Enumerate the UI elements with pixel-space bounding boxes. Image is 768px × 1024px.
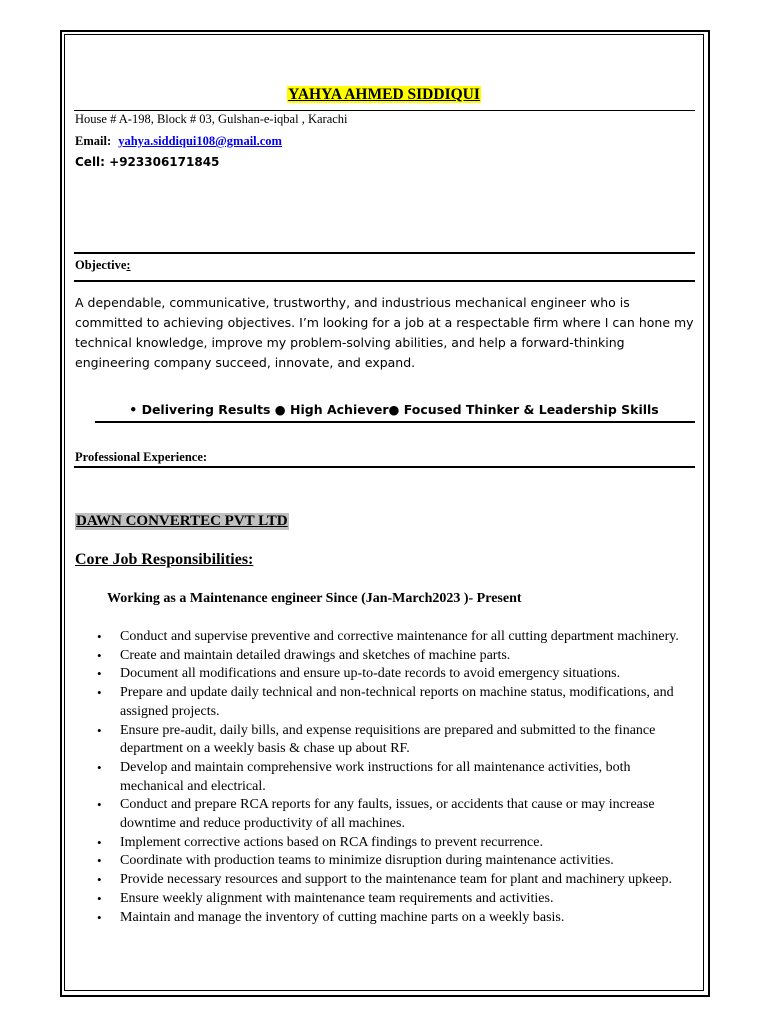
list-item [0, 909, 700, 928]
responsibility-text: Provide necessary resources and support to the maintenance team for plant and machinery upkeep. [120, 872, 673, 888]
header-divider [74, 110, 695, 111]
bullet-icon: • [97, 722, 102, 738]
objective-heading [75, 258, 131, 273]
bullet-icon: • [97, 666, 102, 682]
responsibilities-list [0, 628, 700, 927]
list-item [0, 647, 700, 666]
bullet-icon: • [97, 909, 102, 925]
responsibility-text: Document all modifications and ensure up-to-date records to avoid emergency situations. [120, 666, 621, 682]
responsibility-text: Prepare and update daily technical and non-technical reports on machine status, modifications, and assigned projects. [120, 685, 674, 719]
address: House # A-198, Block # 03, Gulshan-e-iqbal , Karachi [75, 112, 348, 126]
list-item [0, 890, 700, 909]
candidate-name [0, 86, 768, 104]
objective-top-rule [74, 252, 695, 254]
list-item [0, 628, 700, 647]
objective-text: A dependable, communicative, trustworthy, and industrious mechanical engineer who is committed to achieving objectives. I’m looking for a job at a respectable firm where I can hone my technical knowledge, improve my problem-solving abilities, and help a forward-thinking engineering company succeed, innovate, and expand. [75, 295, 694, 370]
bullet-icon: • [97, 759, 102, 775]
bullet-icon: • [97, 797, 102, 813]
responsibility-text: Ensure weekly alignment with maintenance team requirements and activities. [120, 890, 554, 906]
list-item [0, 796, 700, 833]
core-responsibilities-heading: Core Job Responsibilities: [75, 551, 254, 568]
list-item [0, 722, 700, 759]
bullet-icon: • [97, 685, 102, 701]
list-item [0, 684, 700, 721]
responsibility-text: Conduct and prepare RCA reports for any faults, issues, or accidents that cause or may increase downtime and reduce productivity of all machines. [120, 797, 655, 832]
candidate-name-text: YAHYA AHMED SIDDIQUI [288, 86, 480, 103]
bullet-icon: • [97, 853, 102, 869]
bullet-icon: • [97, 872, 102, 888]
responsibility-text: Conduct and supervise preventive and corrective maintenance for all cutting department machinery. [120, 629, 679, 644]
email-label: Email: [75, 134, 112, 148]
list-item [0, 665, 700, 684]
list-item [0, 852, 700, 871]
bullet-icon: • [97, 629, 102, 644]
responsibility-text: Create and maintain detailed drawings and sketches of machine parts. [120, 647, 511, 663]
responsibility-text: Coordinate with production teams to minimize disruption during maintenance activities. [120, 853, 614, 869]
responsibility-text: Develop and maintain comprehensive work instructions for all maintenance activities, both mechanical and electrical. [120, 759, 631, 794]
list-item [0, 834, 700, 853]
responsibility-text: Ensure pre-audit, daily bills, and expense requisitions are prepared and submitted to the finance department on a weekly basis & chase up about RF. [120, 722, 656, 757]
skills-line: • Delivering Results ● High Achiever● Focused Thinker & Leadership Skills [129, 402, 659, 417]
objective-bottom-rule [74, 280, 695, 282]
objective-heading-text: Objective [75, 258, 127, 272]
bullet-icon: • [97, 647, 102, 663]
experience-rule [74, 466, 695, 468]
bullet-icon: • [97, 834, 102, 850]
email-line [75, 134, 282, 149]
company-name: DAWN CONVERTEC PVT LTD [76, 513, 288, 529]
list-item [0, 871, 700, 890]
list-item [0, 759, 700, 796]
email-link[interactable]: yahya.siddiqui108@gmail.com [118, 134, 282, 148]
position-line: Working as a Maintenance engineer Since (Jan-March2023 )- Present [107, 591, 522, 606]
responsibility-text: Implement corrective actions based on RCA findings to prevent recurrence. [120, 834, 543, 850]
skills-rule [95, 421, 695, 423]
bullet-icon: • [97, 890, 102, 906]
experience-heading: Professional Experience: [75, 450, 208, 464]
cell-number: Cell: +923306171845 [75, 155, 220, 169]
objective-heading-colon: : [126, 258, 131, 272]
responsibility-text: Maintain and manage the inventory of cutting machine parts on a weekly basis. [120, 909, 565, 925]
